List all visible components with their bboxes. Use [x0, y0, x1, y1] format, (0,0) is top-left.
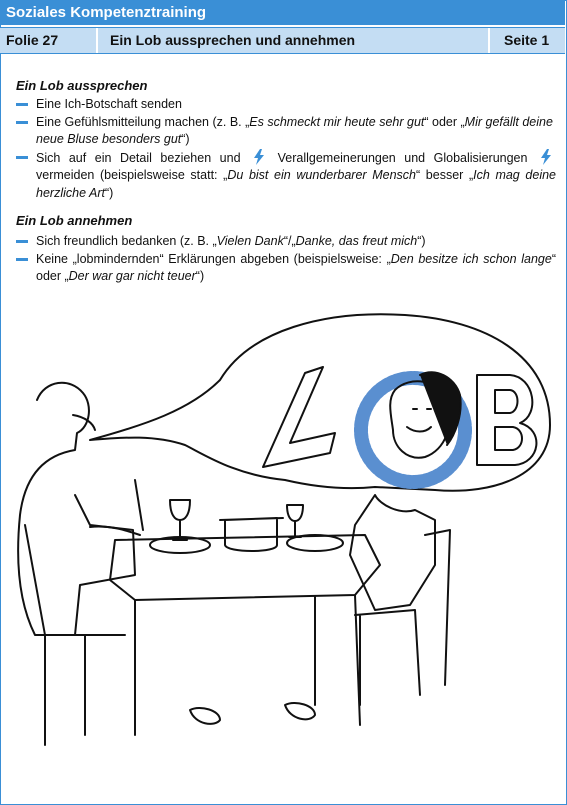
text: “): [105, 185, 114, 200]
text: “): [181, 132, 190, 146]
document-title-bar: [0, 0, 565, 25]
document-title: Soziales Kompetenztraining: [6, 4, 207, 21]
man-figure: [18, 383, 135, 635]
text: “): [417, 234, 426, 248]
example-quote: Ich mag deine herzliche Art: [36, 168, 556, 200]
letter-b-icon: [477, 375, 536, 465]
section-heading-accept-praise: Ein Lob annehmen: [16, 213, 133, 228]
bullet-dash-icon: [16, 103, 28, 106]
divider: [488, 28, 490, 53]
text: “): [195, 269, 205, 283]
wine-glass-icon: [170, 500, 190, 540]
text: Sich auf ein Detail beziehen und: [36, 150, 241, 165]
wine-glass-icon: [287, 505, 303, 537]
text: Sich freundlich bedanken (z. B. „: [36, 234, 217, 248]
list-item: [16, 149, 556, 203]
list-item: [16, 251, 556, 286]
bullet-dash-icon: [16, 258, 28, 261]
example-quote: Danke, das freut mich: [295, 234, 418, 248]
text: vermeiden (beispielsweise statt: „: [36, 168, 228, 182]
text: Eine Gefühlsmitteilung machen (z. B. „: [36, 114, 250, 129]
text: Verallgemeinerungen und Globalisierungen: [277, 150, 528, 165]
example-quote: Mir gefällt deine neue Bluse besonders gut: [36, 114, 553, 146]
text: “ besser „: [415, 168, 474, 182]
example-quote: Es schmeckt mir heute sehr gut: [249, 114, 425, 129]
letter-l-icon: [263, 367, 335, 467]
example-quote: Du bist ein wunderbarer Mensch: [227, 168, 416, 182]
text: “ oder „: [36, 251, 556, 283]
list-item: [16, 233, 556, 251]
text: “ oder „: [424, 114, 465, 129]
bullet-dash-icon: [16, 121, 28, 124]
woman-figure: [350, 495, 435, 610]
slide-header: [0, 27, 565, 54]
lightning-icon: [540, 149, 552, 165]
example-quote: Den besitze ich schon lange: [390, 251, 552, 266]
text: Keine „lobmindernden“ Erklärungen abgeben (beispielsweise: „: [36, 251, 391, 266]
dinner-praise-illustration: [15, 305, 555, 795]
accept-praise-list: [16, 233, 556, 286]
divider: [96, 28, 98, 53]
slide-number: Folie 27: [6, 32, 59, 48]
page-number: Seite 1: [504, 32, 550, 48]
slide-topic: Ein Lob aussprechen und annehmen: [110, 32, 356, 48]
shoe-icon: [285, 703, 315, 719]
give-praise-list: [16, 96, 556, 202]
bullet-dash-icon: [16, 240, 28, 243]
list-item: [16, 114, 556, 149]
example-quote: Der war gar nicht teuer: [68, 269, 196, 283]
shoe-icon: [190, 708, 220, 724]
section-heading-give-praise: Ein Lob aussprechen: [16, 78, 148, 93]
list-item-text: Eine Ich-Botschaft senden: [36, 97, 182, 111]
pot-icon: [220, 518, 283, 551]
text: “/„: [283, 234, 296, 248]
lightning-icon: [253, 149, 265, 165]
bullet-dash-icon: [16, 156, 28, 159]
list-item: [16, 96, 556, 114]
plate-icon: [287, 535, 343, 551]
example-quote: Vielen Dank: [216, 234, 284, 248]
